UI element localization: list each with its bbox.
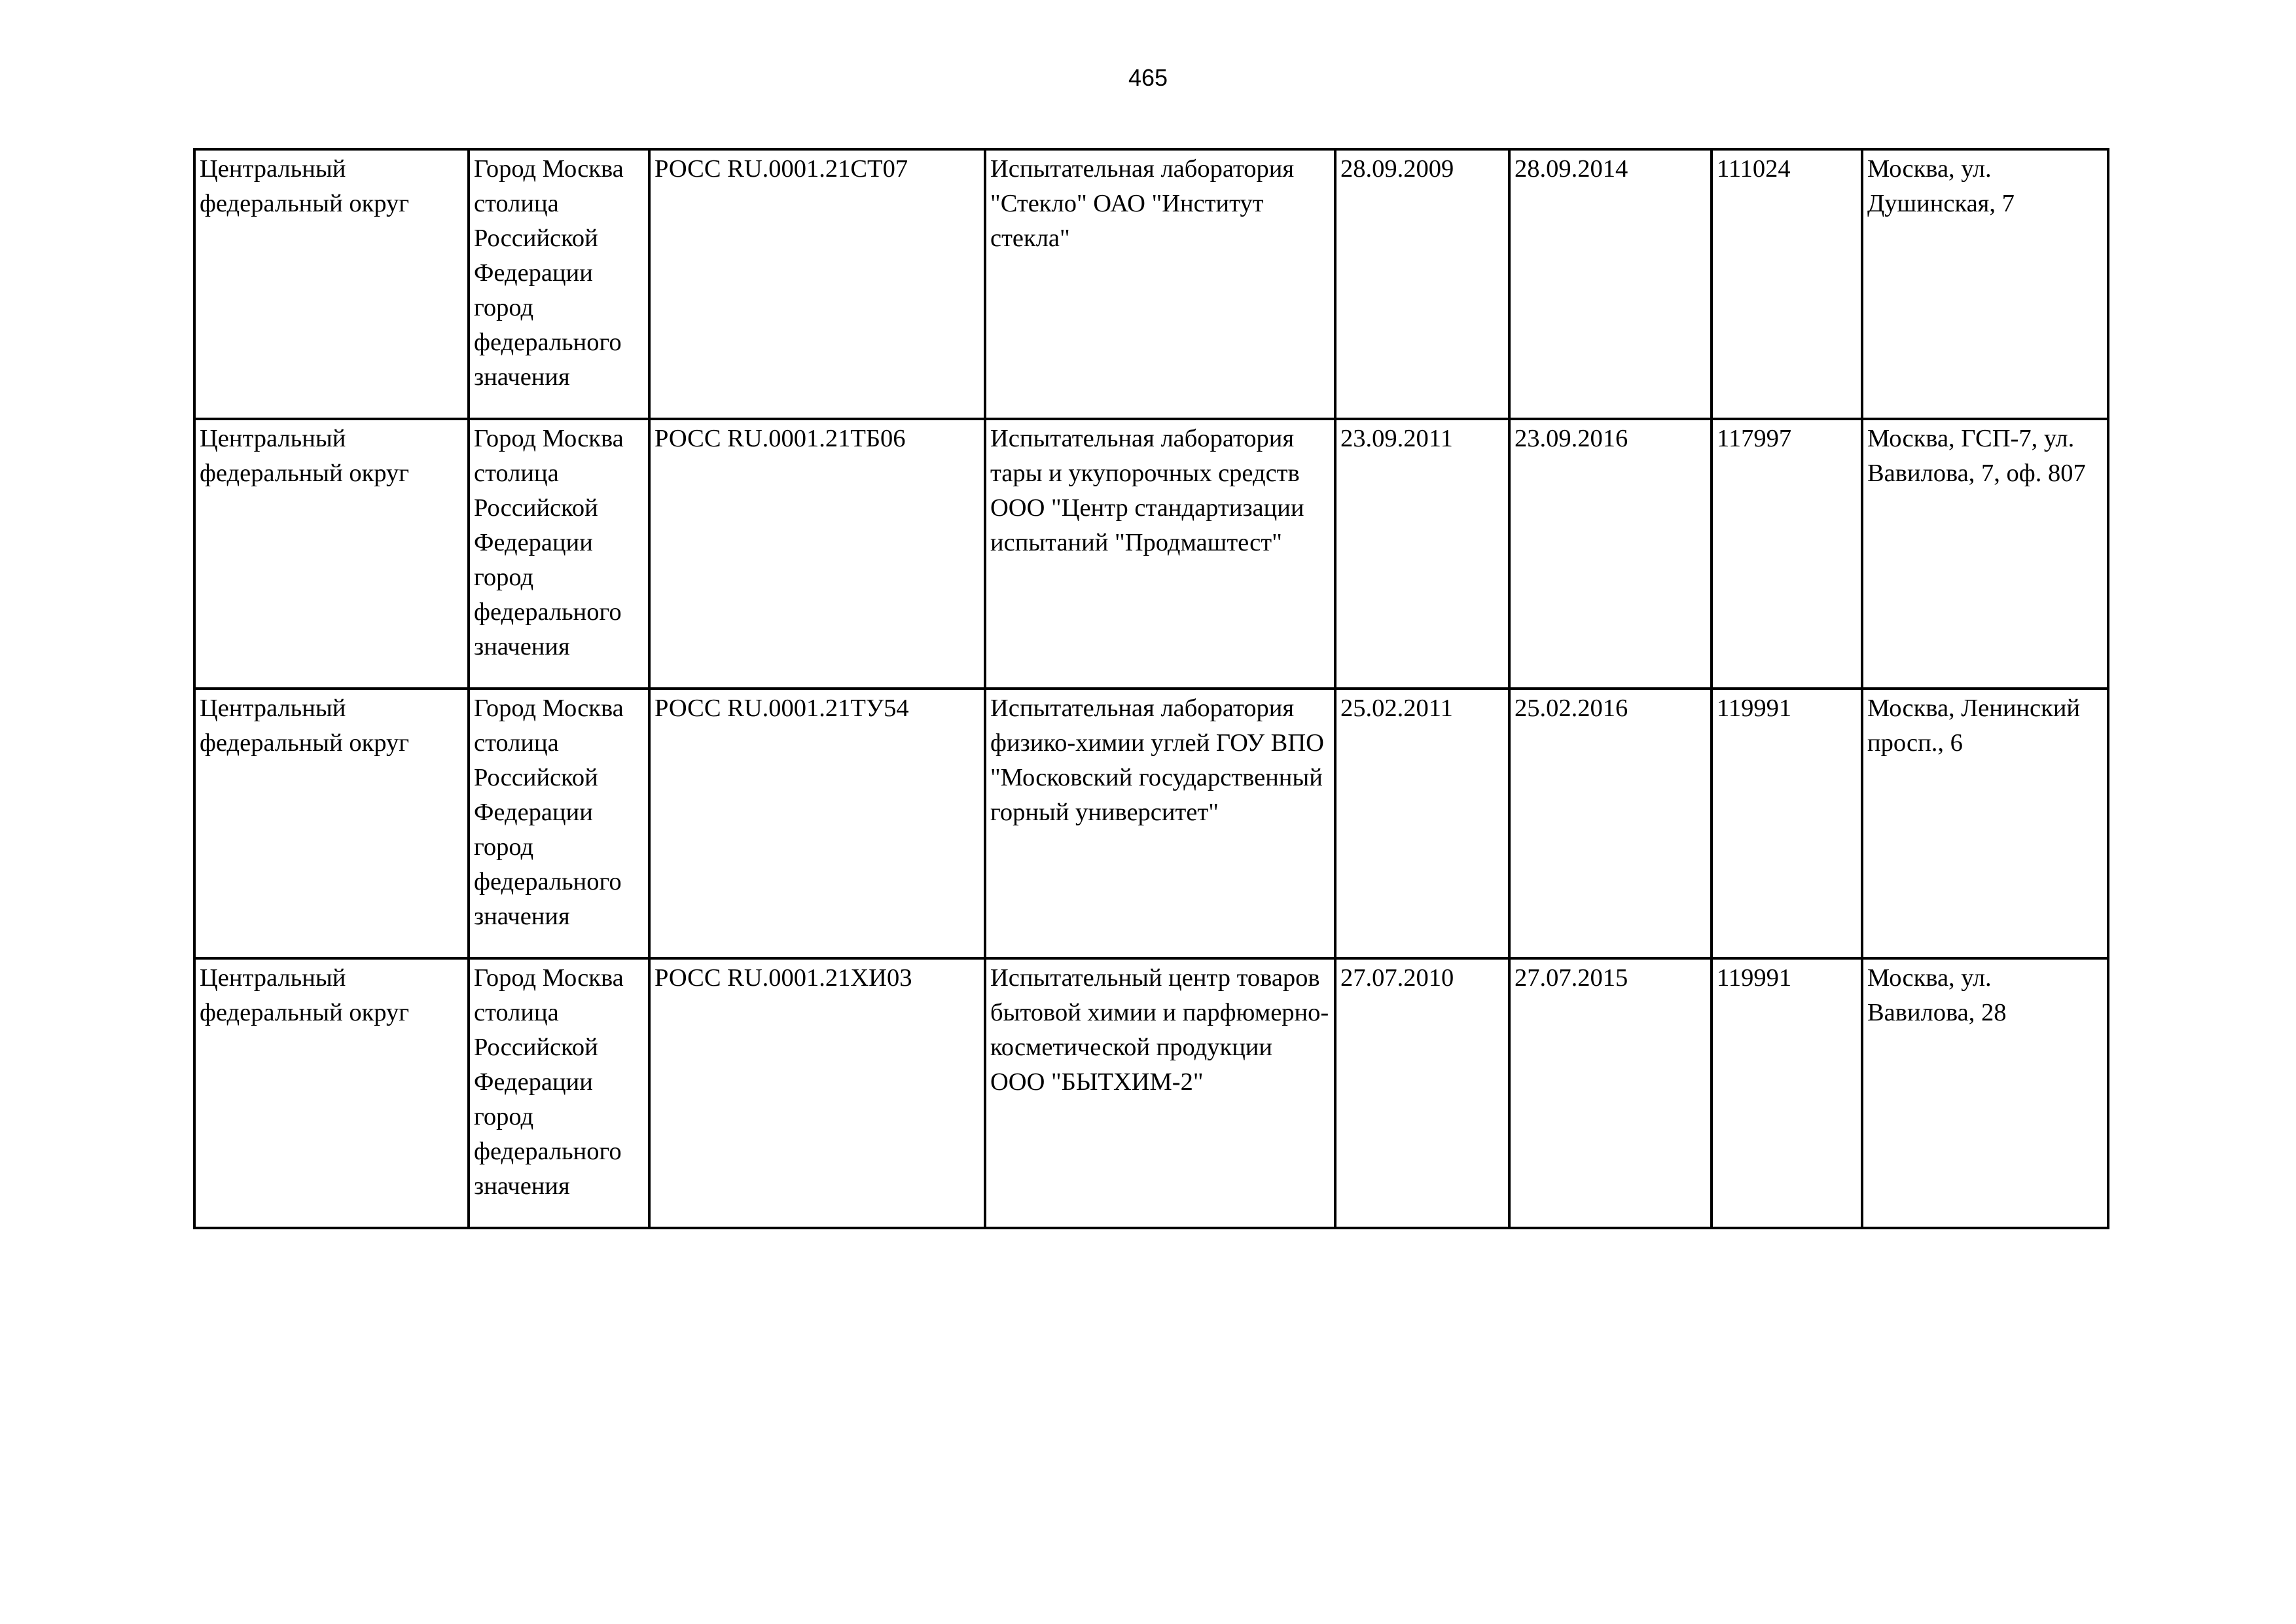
postcode-cell: 111024: [1712, 149, 1862, 419]
date-issued-cell: 28.09.2009: [1335, 149, 1509, 419]
cert-number-cell: РОСС RU.0001.21ТУ54: [649, 689, 985, 958]
table-row: [194, 419, 2108, 689]
region-cell: Город Москва столица Российской Федерации город федерального значения: [469, 149, 649, 419]
table-row: [194, 689, 2108, 958]
page-number: 465: [1128, 64, 1168, 91]
registry-table: [193, 148, 2109, 1229]
region-cell: Город Москва столица Российской Федерации город федерального значения: [469, 419, 649, 689]
postcode-cell: 117997: [1712, 419, 1862, 689]
address-cell: Москва, ГСП-7, ул. Вавилова, 7, оф. 807: [1862, 419, 2108, 689]
cert-number-cell: РОСС RU.0001.21ХИ03: [649, 958, 985, 1228]
address-cell: Москва, ул. Вавилова, 28: [1862, 958, 2108, 1228]
lab-name-cell: Испытательная лаборатория тары и укупорочных средств ООО "Центр стандартизации испытаний "Продмаштест": [985, 419, 1335, 689]
address-cell: Москва, ул. Душинская, 7: [1862, 149, 2108, 419]
region-cell: Город Москва столица Российской Федерации город федерального значения: [469, 689, 649, 958]
date-valid-cell: 23.09.2016: [1509, 419, 1712, 689]
cert-number-cell: РОСС RU.0001.21СТ07: [649, 149, 985, 419]
date-valid-cell: 25.02.2016: [1509, 689, 1712, 958]
date-issued-cell: 25.02.2011: [1335, 689, 1509, 958]
region-cell: Город Москва столица Российской Федерации город федерального значения: [469, 958, 649, 1228]
date-issued-cell: 23.09.2011: [1335, 419, 1509, 689]
district-cell: Центральный федеральный округ: [194, 419, 469, 689]
table-row: [194, 149, 2108, 419]
date-valid-cell: 27.07.2015: [1509, 958, 1712, 1228]
lab-name-cell: Испытательный центр товаров бытовой химии и парфюмерно-косметической продукции ООО "БЫТХИМ-2": [985, 958, 1335, 1228]
district-cell: Центральный федеральный округ: [194, 689, 469, 958]
district-cell: Центральный федеральный округ: [194, 958, 469, 1228]
cert-number-cell: РОСС RU.0001.21ТБ06: [649, 419, 985, 689]
postcode-cell: 119991: [1712, 958, 1862, 1228]
postcode-cell: 119991: [1712, 689, 1862, 958]
date-issued-cell: 27.07.2010: [1335, 958, 1509, 1228]
district-cell: Центральный федеральный округ: [194, 149, 469, 419]
address-cell: Москва, Ленинский просп., 6: [1862, 689, 2108, 958]
lab-name-cell: Испытательная лаборатория физико-химии углей ГОУ ВПО "Московский государственный горный университет": [985, 689, 1335, 958]
lab-name-cell: Испытательная лаборатория "Стекло" ОАО "Институт стекла": [985, 149, 1335, 419]
table-row: [194, 958, 2108, 1228]
date-valid-cell: 28.09.2014: [1509, 149, 1712, 419]
